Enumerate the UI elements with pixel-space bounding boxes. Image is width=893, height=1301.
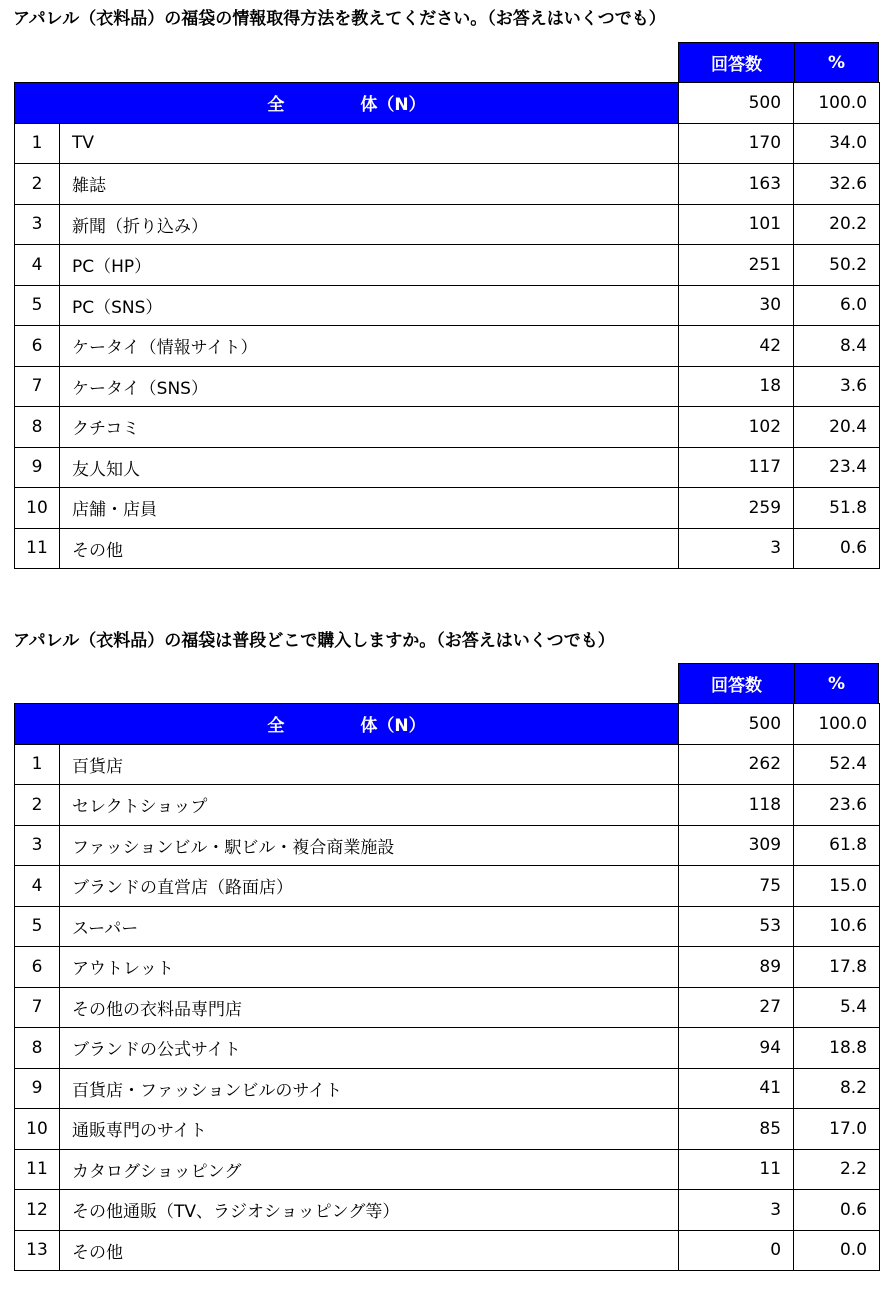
row-count: 3 — [679, 528, 794, 569]
row-number: 6 — [15, 947, 60, 988]
row-number: 1 — [15, 123, 60, 164]
table-row — [15, 1109, 880, 1150]
table-row — [15, 825, 880, 866]
survey1-total-label-b: 体（N） — [360, 95, 426, 116]
survey2-total-row — [15, 704, 880, 745]
table-row — [15, 947, 880, 988]
row-count: 117 — [679, 447, 794, 488]
row-pct: 34.0 — [794, 123, 880, 164]
row-count: 30 — [679, 285, 794, 326]
row-label: カタログショッピング — [60, 1149, 679, 1190]
survey2-header-count: 回答数 — [678, 663, 795, 704]
row-number: 7 — [15, 987, 60, 1028]
row-pct: 20.2 — [794, 204, 880, 245]
row-label: アウトレット — [60, 947, 679, 988]
table-row — [15, 785, 880, 826]
row-number: 2 — [15, 164, 60, 205]
row-label: 通販専門のサイト — [60, 1109, 679, 1150]
row-count: 262 — [679, 744, 794, 785]
survey2-total-label-b: 体（N） — [360, 716, 426, 737]
table-row — [15, 528, 880, 569]
row-count: 53 — [679, 906, 794, 947]
row-pct: 5.4 — [794, 987, 880, 1028]
row-label: 雑誌 — [60, 164, 679, 205]
row-pct: 0.6 — [794, 528, 880, 569]
table-row — [15, 285, 880, 326]
survey2-title: アパレル（衣料品）の福袋は普段どこで購入しますか。（お答えはいくつでも） — [13, 631, 615, 651]
row-count: 0 — [679, 1230, 794, 1271]
row-label: その他 — [60, 1230, 679, 1271]
row-count: 11 — [679, 1149, 794, 1190]
row-number: 9 — [15, 1068, 60, 1109]
row-count: 251 — [679, 245, 794, 286]
row-number: 11 — [15, 528, 60, 569]
table-row — [15, 366, 880, 407]
row-pct: 17.0 — [794, 1109, 880, 1150]
row-number: 10 — [15, 488, 60, 529]
row-number: 4 — [15, 245, 60, 286]
row-number: 4 — [15, 866, 60, 907]
row-pct: 8.4 — [794, 326, 880, 367]
survey1-total-label-a: 全 — [267, 95, 285, 116]
table-row — [15, 1190, 880, 1231]
table-row — [15, 1028, 880, 1069]
row-number: 8 — [15, 407, 60, 448]
table-row — [15, 1149, 880, 1190]
row-pct: 51.8 — [794, 488, 880, 529]
row-number: 3 — [15, 204, 60, 245]
row-count: 163 — [679, 164, 794, 205]
table-row — [15, 744, 880, 785]
row-pct: 18.8 — [794, 1028, 880, 1069]
survey1-total-label — [15, 83, 679, 124]
table-row — [15, 1230, 880, 1271]
table-row — [15, 164, 880, 205]
row-label: ケータイ（情報サイト） — [60, 326, 679, 367]
survey2-total-count: 500 — [679, 704, 794, 745]
row-pct: 3.6 — [794, 366, 880, 407]
table-row — [15, 447, 880, 488]
row-number: 6 — [15, 326, 60, 367]
row-number: 8 — [15, 1028, 60, 1069]
row-label: その他通販（TV、ラジオショッピング等） — [60, 1190, 679, 1231]
row-label: TV — [60, 123, 679, 164]
survey1-table — [14, 82, 880, 569]
row-label: PC（HP） — [60, 245, 679, 286]
table-row — [15, 987, 880, 1028]
row-pct: 32.6 — [794, 164, 880, 205]
row-label: クチコミ — [60, 407, 679, 448]
row-label: 店舗・店員 — [60, 488, 679, 529]
row-number: 5 — [15, 906, 60, 947]
survey2-header-pct: % — [794, 663, 879, 704]
row-pct: 8.2 — [794, 1068, 880, 1109]
survey2-total-pct: 100.0 — [794, 704, 880, 745]
survey1-title: アパレル（衣料品）の福袋の情報取得方法を教えてください。（お答えはいくつでも） — [13, 9, 666, 29]
table-row — [15, 123, 880, 164]
row-label: 百貨店・ファッションビルのサイト — [60, 1068, 679, 1109]
table-row — [15, 245, 880, 286]
row-pct: 52.4 — [794, 744, 880, 785]
row-label: 百貨店 — [60, 744, 679, 785]
row-count: 170 — [679, 123, 794, 164]
row-number: 5 — [15, 285, 60, 326]
row-count: 42 — [679, 326, 794, 367]
row-number: 2 — [15, 785, 60, 826]
survey1-total-row — [15, 83, 880, 124]
survey2-total-label-a: 全 — [267, 716, 285, 737]
row-label: PC（SNS） — [60, 285, 679, 326]
row-label: ファッションビル・駅ビル・複合商業施設 — [60, 825, 679, 866]
row-label: その他の衣料品専門店 — [60, 987, 679, 1028]
row-count: 259 — [679, 488, 794, 529]
row-number: 9 — [15, 447, 60, 488]
row-number: 1 — [15, 744, 60, 785]
row-label: 新聞（折り込み） — [60, 204, 679, 245]
table-row — [15, 906, 880, 947]
row-label: ブランドの直営店（路面店） — [60, 866, 679, 907]
row-count: 3 — [679, 1190, 794, 1231]
row-count: 27 — [679, 987, 794, 1028]
table-row — [15, 204, 880, 245]
row-number: 13 — [15, 1230, 60, 1271]
row-label: セレクトショップ — [60, 785, 679, 826]
row-pct: 10.6 — [794, 906, 880, 947]
row-count: 94 — [679, 1028, 794, 1069]
survey1-header-count: 回答数 — [678, 42, 795, 83]
row-label: 友人知人 — [60, 447, 679, 488]
row-pct: 23.4 — [794, 447, 880, 488]
survey1-header-pct: % — [794, 42, 879, 83]
row-pct: 20.4 — [794, 407, 880, 448]
row-pct: 17.8 — [794, 947, 880, 988]
row-pct: 6.0 — [794, 285, 880, 326]
row-label: ケータイ（SNS） — [60, 366, 679, 407]
survey2-total-label — [15, 704, 679, 745]
row-pct: 0.0 — [794, 1230, 880, 1271]
row-count: 85 — [679, 1109, 794, 1150]
row-count: 75 — [679, 866, 794, 907]
row-count: 18 — [679, 366, 794, 407]
row-count: 118 — [679, 785, 794, 826]
table-row — [15, 407, 880, 448]
row-number: 11 — [15, 1149, 60, 1190]
row-pct: 15.0 — [794, 866, 880, 907]
row-label: スーパー — [60, 906, 679, 947]
row-number: 12 — [15, 1190, 60, 1231]
table-row — [15, 1068, 880, 1109]
row-pct: 61.8 — [794, 825, 880, 866]
row-count: 89 — [679, 947, 794, 988]
row-number: 3 — [15, 825, 60, 866]
row-label: その他 — [60, 528, 679, 569]
row-number: 10 — [15, 1109, 60, 1150]
row-count: 102 — [679, 407, 794, 448]
row-pct: 23.6 — [794, 785, 880, 826]
survey1-total-pct: 100.0 — [794, 83, 880, 124]
table-row — [15, 866, 880, 907]
row-count: 41 — [679, 1068, 794, 1109]
row-count: 309 — [679, 825, 794, 866]
row-label: ブランドの公式サイト — [60, 1028, 679, 1069]
row-pct: 2.2 — [794, 1149, 880, 1190]
row-pct: 0.6 — [794, 1190, 880, 1231]
survey1-total-count: 500 — [679, 83, 794, 124]
table-row — [15, 488, 880, 529]
survey2-table — [14, 703, 880, 1271]
table-row — [15, 326, 880, 367]
row-number: 7 — [15, 366, 60, 407]
row-pct: 50.2 — [794, 245, 880, 286]
row-count: 101 — [679, 204, 794, 245]
